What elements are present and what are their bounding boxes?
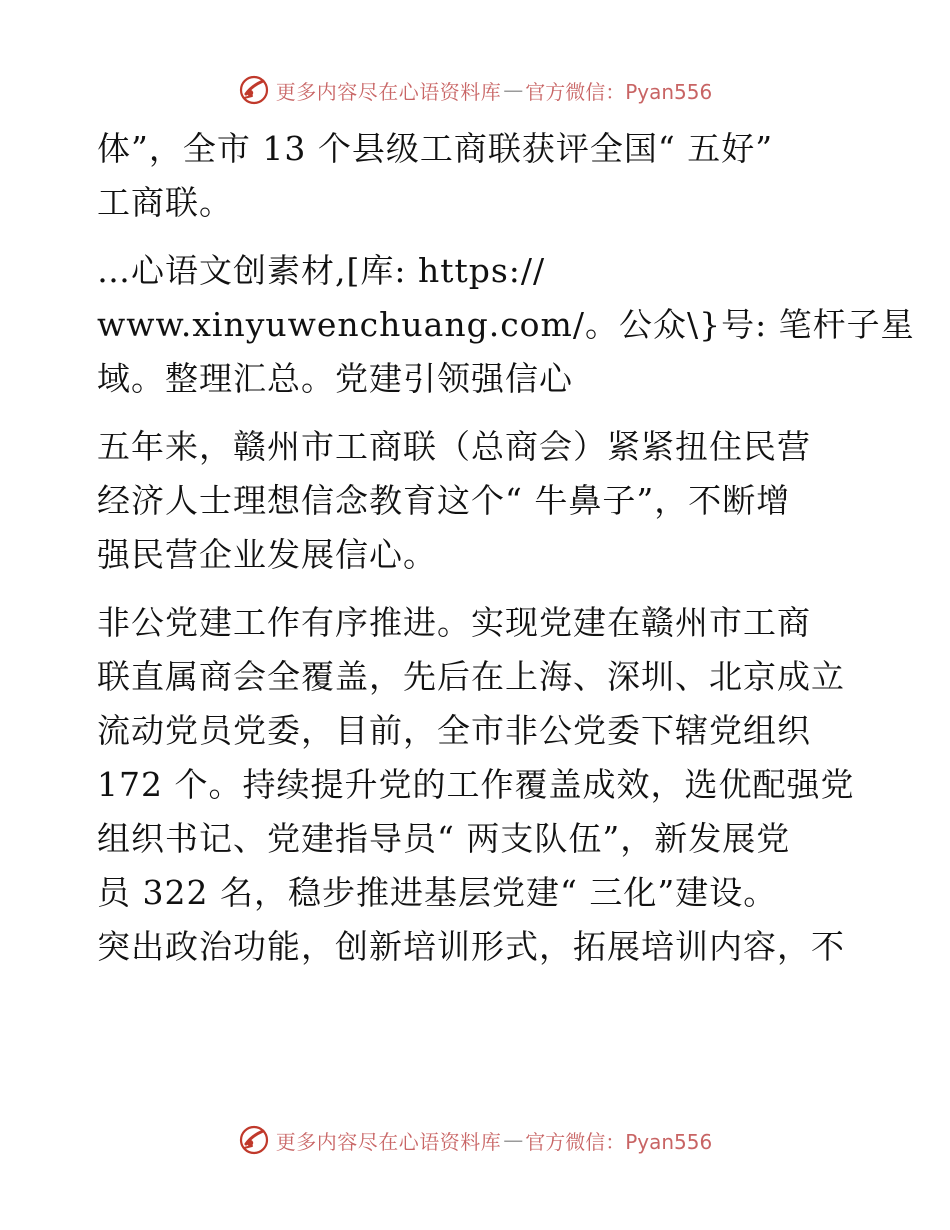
header-watermark [0, 70, 950, 110]
text-line: 突出政治功能，创新培训形式，拓展培训内容，不 [97, 927, 845, 966]
text-line: www.xinyuwenchuang.com/。公众\}号: 笔杆子星 [97, 305, 915, 344]
text-line: 172 个。持续提升党的工作覆盖成效，选优配强党 [97, 765, 855, 804]
brush-logo-icon [238, 74, 270, 106]
text-line: 五年来，赣州市工商联（总商会）紧紧扭住民营 [97, 427, 811, 466]
text-line: 域。整理汇总。党建引领强信心 [97, 359, 573, 398]
footer-watermark [0, 1120, 950, 1160]
watermark-main-text: 更多内容尽在心语资料库 [275, 1129, 502, 1154]
text-line: 非公党建工作有序推进。实现党建在赣州市工商 [97, 603, 811, 642]
paragraph-1 [97, 122, 857, 230]
document-body [97, 122, 915, 974]
brush-logo-icon [238, 1124, 270, 1156]
text-line: 流动党员党委，目前，全市非公党委下辖党组织 [97, 711, 811, 750]
text-line: 员 322 名，稳步推进基层党建“ 三化”建设。 [97, 873, 778, 912]
text-line: 组织书记、党建指导员“ 两支队伍”，新发展党 [97, 819, 791, 858]
watermark-separator: — [503, 78, 524, 102]
watermark-main-text: 更多内容尽在心语资料库 [275, 79, 502, 104]
text-line: 强民营企业发展信心。 [97, 535, 437, 574]
text-line: 工商联。 [97, 183, 233, 222]
watermark-wechat-text: 官方微信：Pyan556 [525, 79, 713, 104]
text-line: …心语文创素材,[库: https:// [97, 251, 546, 290]
paragraph-2 [97, 244, 915, 406]
watermark-separator: — [503, 1128, 524, 1152]
watermark-wechat-text: 官方微信：Pyan556 [525, 1129, 713, 1154]
text-line: 联直属商会全覆盖，先后在上海、深圳、北京成立 [97, 657, 845, 696]
paragraph-4 [97, 596, 857, 974]
paragraph-3 [97, 420, 857, 582]
text-line: 体”，全市 13 个县级工商联获评全国“ 五好” [97, 129, 774, 168]
text-line: 经济人士理想信念教育这个“ 牛鼻子”，不断增 [97, 481, 791, 520]
